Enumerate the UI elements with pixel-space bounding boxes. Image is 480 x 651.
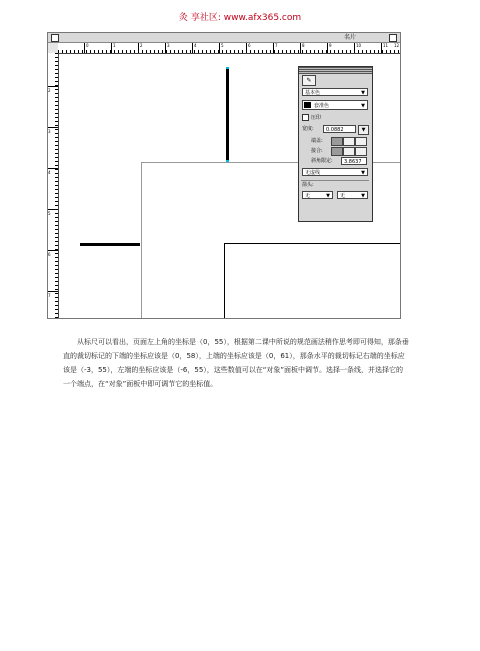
ruler-number: 2 bbox=[140, 43, 143, 48]
ruler-number: 3 bbox=[48, 129, 51, 134]
ruler-tick bbox=[246, 43, 247, 53]
ruler-tick bbox=[84, 43, 85, 53]
ruler-tick bbox=[381, 43, 382, 53]
overprint-checkbox[interactable] bbox=[302, 114, 309, 121]
ruler-number: 0 bbox=[86, 43, 89, 48]
width-dropdown-icon[interactable]: ▼ bbox=[358, 125, 369, 135]
ruler-number: 6 bbox=[248, 43, 251, 48]
square-cap-button[interactable] bbox=[355, 137, 367, 146]
round-cap-button[interactable] bbox=[343, 137, 355, 146]
ruler-number: 10 bbox=[356, 43, 362, 48]
arrow-end-select[interactable] bbox=[337, 191, 368, 199]
arrows-label: 箭头: bbox=[302, 182, 314, 188]
miter-limit-field[interactable]: 3.8637 bbox=[341, 157, 367, 165]
ruler-tick bbox=[111, 43, 112, 53]
cap-label: 端盖: bbox=[311, 138, 323, 144]
chevron-down-icon: ▼ bbox=[361, 193, 365, 199]
width-label: 宽度: bbox=[302, 126, 314, 132]
overprint-label: 压印 bbox=[311, 115, 322, 121]
chevron-down-icon: ▼ bbox=[361, 170, 365, 176]
join-label: 接合: bbox=[311, 148, 323, 154]
pencil-icon[interactable]: ✎ bbox=[302, 75, 316, 86]
illustration-screenshot bbox=[47, 32, 401, 319]
ruler-tick bbox=[48, 168, 58, 169]
ruler-tick bbox=[327, 43, 328, 53]
ruler-tick bbox=[192, 43, 193, 53]
ruler-number: 2 bbox=[48, 88, 51, 93]
panel-titlebar[interactable] bbox=[299, 67, 372, 74]
color-swatch bbox=[304, 102, 311, 108]
width-field[interactable]: 0.0882 bbox=[323, 125, 356, 133]
arrow-end-value: 无 bbox=[340, 193, 346, 199]
fill-mode-value: 基本色 bbox=[305, 90, 321, 96]
bleed-edge-left bbox=[224, 243, 225, 318]
dash-style-select[interactable] bbox=[302, 168, 368, 176]
ruler-tick bbox=[48, 209, 58, 210]
ruler-tick bbox=[300, 43, 301, 53]
horizontal-crop-mark[interactable] bbox=[80, 243, 140, 246]
site-url[interactable]: www.afx365.com bbox=[223, 13, 302, 23]
page-edge-left bbox=[141, 162, 142, 318]
ruler-tick bbox=[138, 43, 139, 53]
ruler-number: 7 bbox=[48, 293, 51, 298]
ruler-tick bbox=[273, 43, 274, 53]
window-title: 名片 bbox=[343, 34, 356, 41]
ruler-number: 4 bbox=[194, 43, 197, 48]
ruler-number: 9 bbox=[329, 43, 332, 48]
close-box-icon[interactable] bbox=[51, 34, 59, 42]
ruler-number: 4 bbox=[48, 170, 51, 175]
zoom-box-icon[interactable] bbox=[389, 34, 397, 42]
vertical-ruler[interactable] bbox=[48, 53, 59, 318]
body-paragraph bbox=[63, 335, 410, 391]
object-panel bbox=[298, 66, 373, 222]
ruler-tick bbox=[165, 43, 166, 53]
ruler-tick bbox=[48, 291, 58, 292]
page-header bbox=[0, 10, 480, 23]
chevron-down-icon: ▼ bbox=[361, 103, 365, 109]
round-join-button[interactable] bbox=[343, 147, 355, 156]
arrow-start-select[interactable] bbox=[302, 191, 333, 199]
ruler-number: 12 bbox=[394, 43, 400, 48]
color-name: 套准色 bbox=[314, 103, 330, 109]
ruler-number: 7 bbox=[275, 43, 278, 48]
ruler-number: 5 bbox=[48, 211, 51, 216]
vertical-crop-mark[interactable] bbox=[226, 68, 229, 161]
ruler-tick bbox=[354, 43, 355, 53]
arrow-start-value: 无 bbox=[305, 193, 311, 199]
ruler-number: 5 bbox=[221, 43, 224, 48]
ruler-tick bbox=[48, 86, 58, 87]
butt-cap-button[interactable] bbox=[331, 137, 343, 146]
chevron-down-icon: ▼ bbox=[361, 90, 365, 96]
site-label: 享社区: bbox=[190, 13, 221, 23]
ruler-number: 8 bbox=[302, 43, 305, 48]
miter-limit-label: 斜角限定: bbox=[311, 158, 333, 164]
logo-icon: 灸 bbox=[178, 13, 188, 23]
color-select[interactable] bbox=[302, 100, 368, 110]
body-text: 从标尺可以看出，页面左上角的坐标是（0，55），根据第二课中所说的规范画法稍作思考即可得知，那条垂直的裁切标记的下端的坐标应该是（0，58），上端的坐标应该是（0，61），那条水平的裁切标记右端的坐标应该是（-3，55），左端的坐标应该是（-6，55），这些数值可以在“对象”面板中调节。选择一条线，并选择它的一个端点，在“对象”面板中即可调节它的坐标值。 bbox=[63, 338, 409, 388]
ruler-number: 3 bbox=[167, 43, 170, 48]
ruler-number: 6 bbox=[48, 252, 51, 257]
miter-join-button[interactable] bbox=[331, 147, 343, 156]
chevron-down-icon: ▼ bbox=[326, 193, 330, 199]
ruler-tick bbox=[48, 127, 58, 128]
ruler-number: 1 bbox=[113, 43, 116, 48]
dash-style-value: 无虚线 bbox=[305, 170, 321, 176]
bleed-edge-top bbox=[224, 243, 400, 244]
ruler-number: 11 bbox=[383, 43, 389, 48]
fill-mode-select[interactable] bbox=[302, 88, 368, 96]
horizontal-ruler[interactable] bbox=[58, 43, 400, 54]
ruler-tick bbox=[219, 43, 220, 53]
bevel-join-button[interactable] bbox=[355, 147, 367, 156]
ruler-tick bbox=[48, 250, 58, 251]
window-titlebar bbox=[48, 33, 400, 43]
crop-mark-endpoint[interactable] bbox=[226, 67, 229, 69]
overprint-row[interactable] bbox=[302, 114, 321, 122]
